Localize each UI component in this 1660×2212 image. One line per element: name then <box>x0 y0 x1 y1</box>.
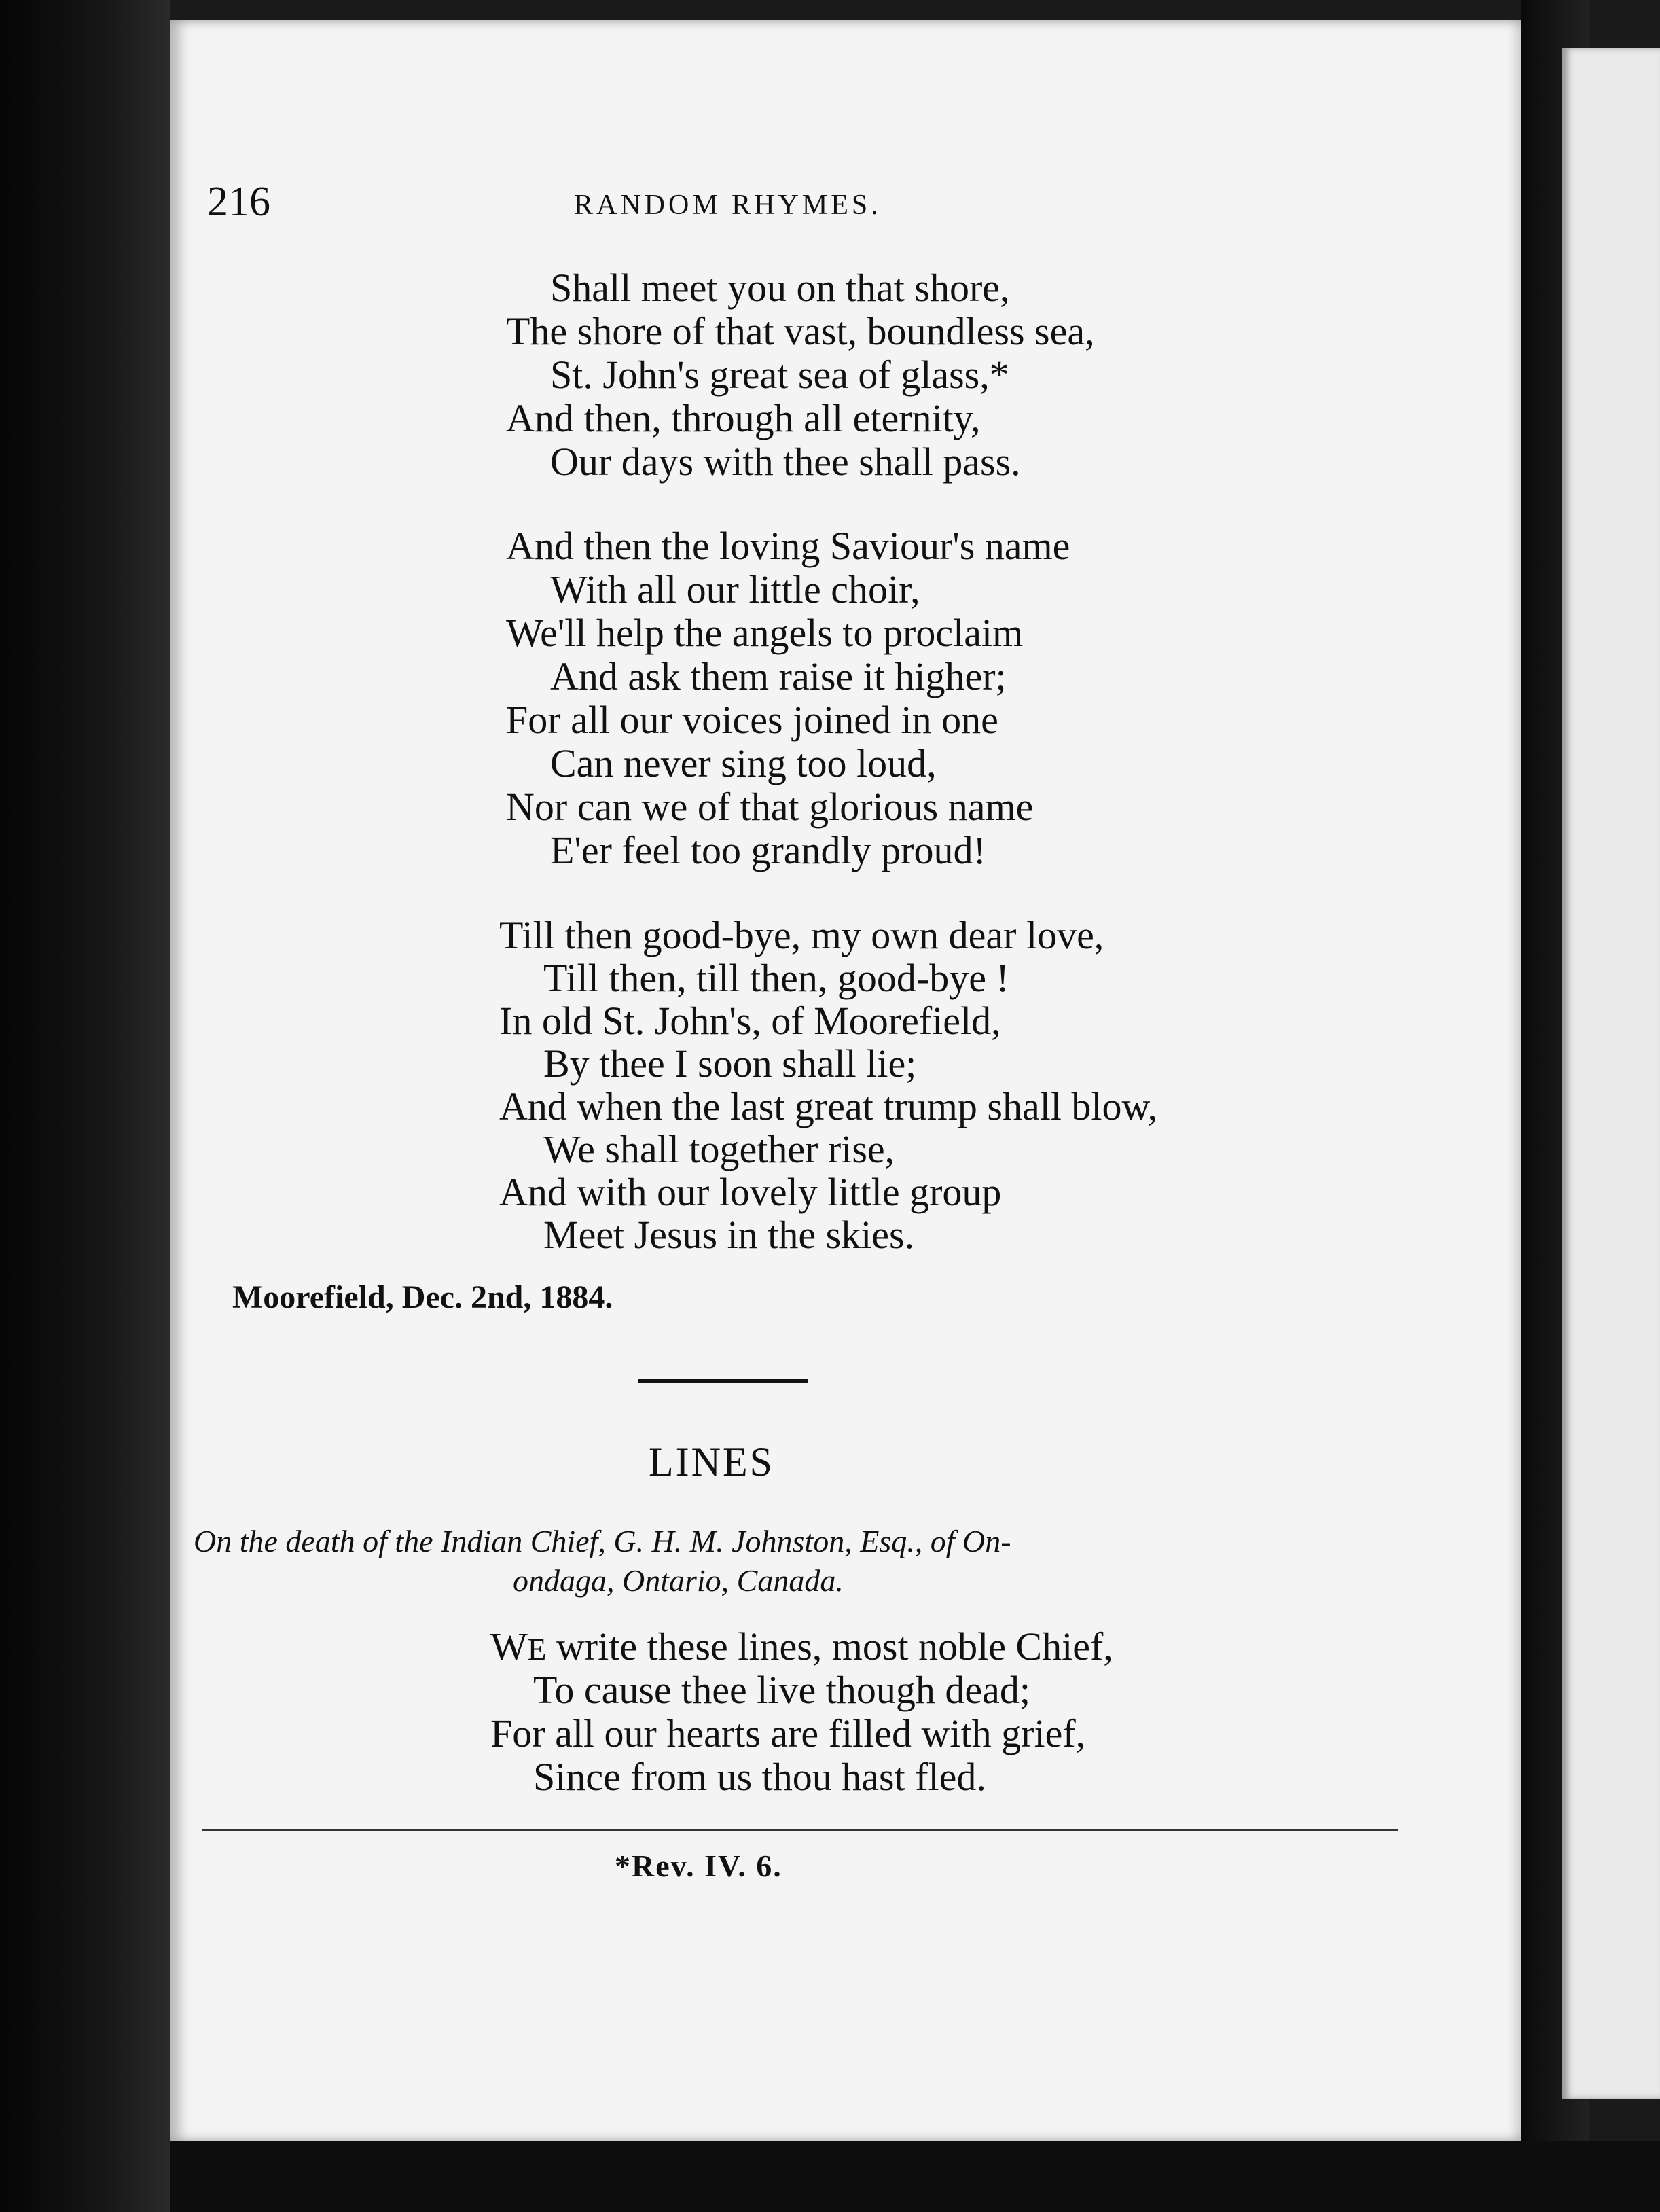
line-rest: write these lines, most noble Chief, <box>546 1624 1113 1669</box>
poem-line: Our days with thee shall pass. <box>550 440 1021 484</box>
poem-line: And ask them raise it higher; <box>550 654 1007 698</box>
poem-line: And then the loving Saviour's name <box>506 524 1070 568</box>
poem-line: For all our hearts are filled with grief, <box>490 1711 1086 1755</box>
poem-subtitle-continued: ondaga, Ontario, Canada. <box>513 1563 844 1598</box>
poem-line: To cause thee live though dead; <box>533 1668 1030 1712</box>
footnote-rule <box>202 1829 1398 1831</box>
poem-line: E'er feel too grandly proud! <box>550 828 986 872</box>
poem-line: Since from us thou hast fled. <box>533 1755 986 1799</box>
page-number: 216 <box>207 179 270 225</box>
poem-line <box>490 1625 1113 1671</box>
facing-page-edge <box>1562 48 1660 2099</box>
footnote: *Rev. IV. 6. <box>615 1849 782 1883</box>
drop-initial: W <box>490 1624 528 1669</box>
poem-line: Till then, till then, good-bye ! <box>543 956 1009 1000</box>
poem-line: St. John's great sea of glass,* <box>550 353 1009 397</box>
poem-line: Till then good-bye, my own dear love, <box>499 913 1104 957</box>
poem-line: And when the last great trump shall blow, <box>499 1084 1158 1128</box>
poem-line: By thee I soon shall lie; <box>543 1041 917 1086</box>
section-divider <box>638 1379 808 1383</box>
poem-line: Shall meet you on that shore, <box>550 266 1010 310</box>
poem-line: For all our voices joined in one <box>506 698 998 742</box>
poem-line: In old St. John's, of Moorefield, <box>499 999 1001 1043</box>
book-bottom-edge <box>170 2141 1660 2212</box>
poem-line: And then, through all eternity, <box>506 396 981 440</box>
poem-line: Can never sing too loud, <box>550 741 937 785</box>
poem-line: We'll help the angels to proclaim <box>506 611 1024 655</box>
poem-line: With all our little choir, <box>550 567 920 611</box>
poem-line: Nor can we of that glorious name <box>506 785 1034 829</box>
place-date: Moorefield, Dec. 2nd, 1884. <box>232 1279 613 1315</box>
poem-line: And with our lovely little group <box>499 1170 1002 1214</box>
running-title: RANDOM RHYMES. <box>574 190 882 221</box>
poem-subtitle: On the death of the Indian Chief, G. H. M. Johnston, Esq., of On- <box>194 1524 1011 1558</box>
poem-line: We shall together rise, <box>543 1127 895 1171</box>
poem-title: LINES <box>649 1440 774 1484</box>
poem-line: Meet Jesus in the skies. <box>543 1213 915 1257</box>
book-binding-left <box>0 0 170 2212</box>
poem-line: The shore of that vast, boundless sea, <box>506 309 1095 353</box>
small-caps-rest: E <box>527 1633 547 1666</box>
